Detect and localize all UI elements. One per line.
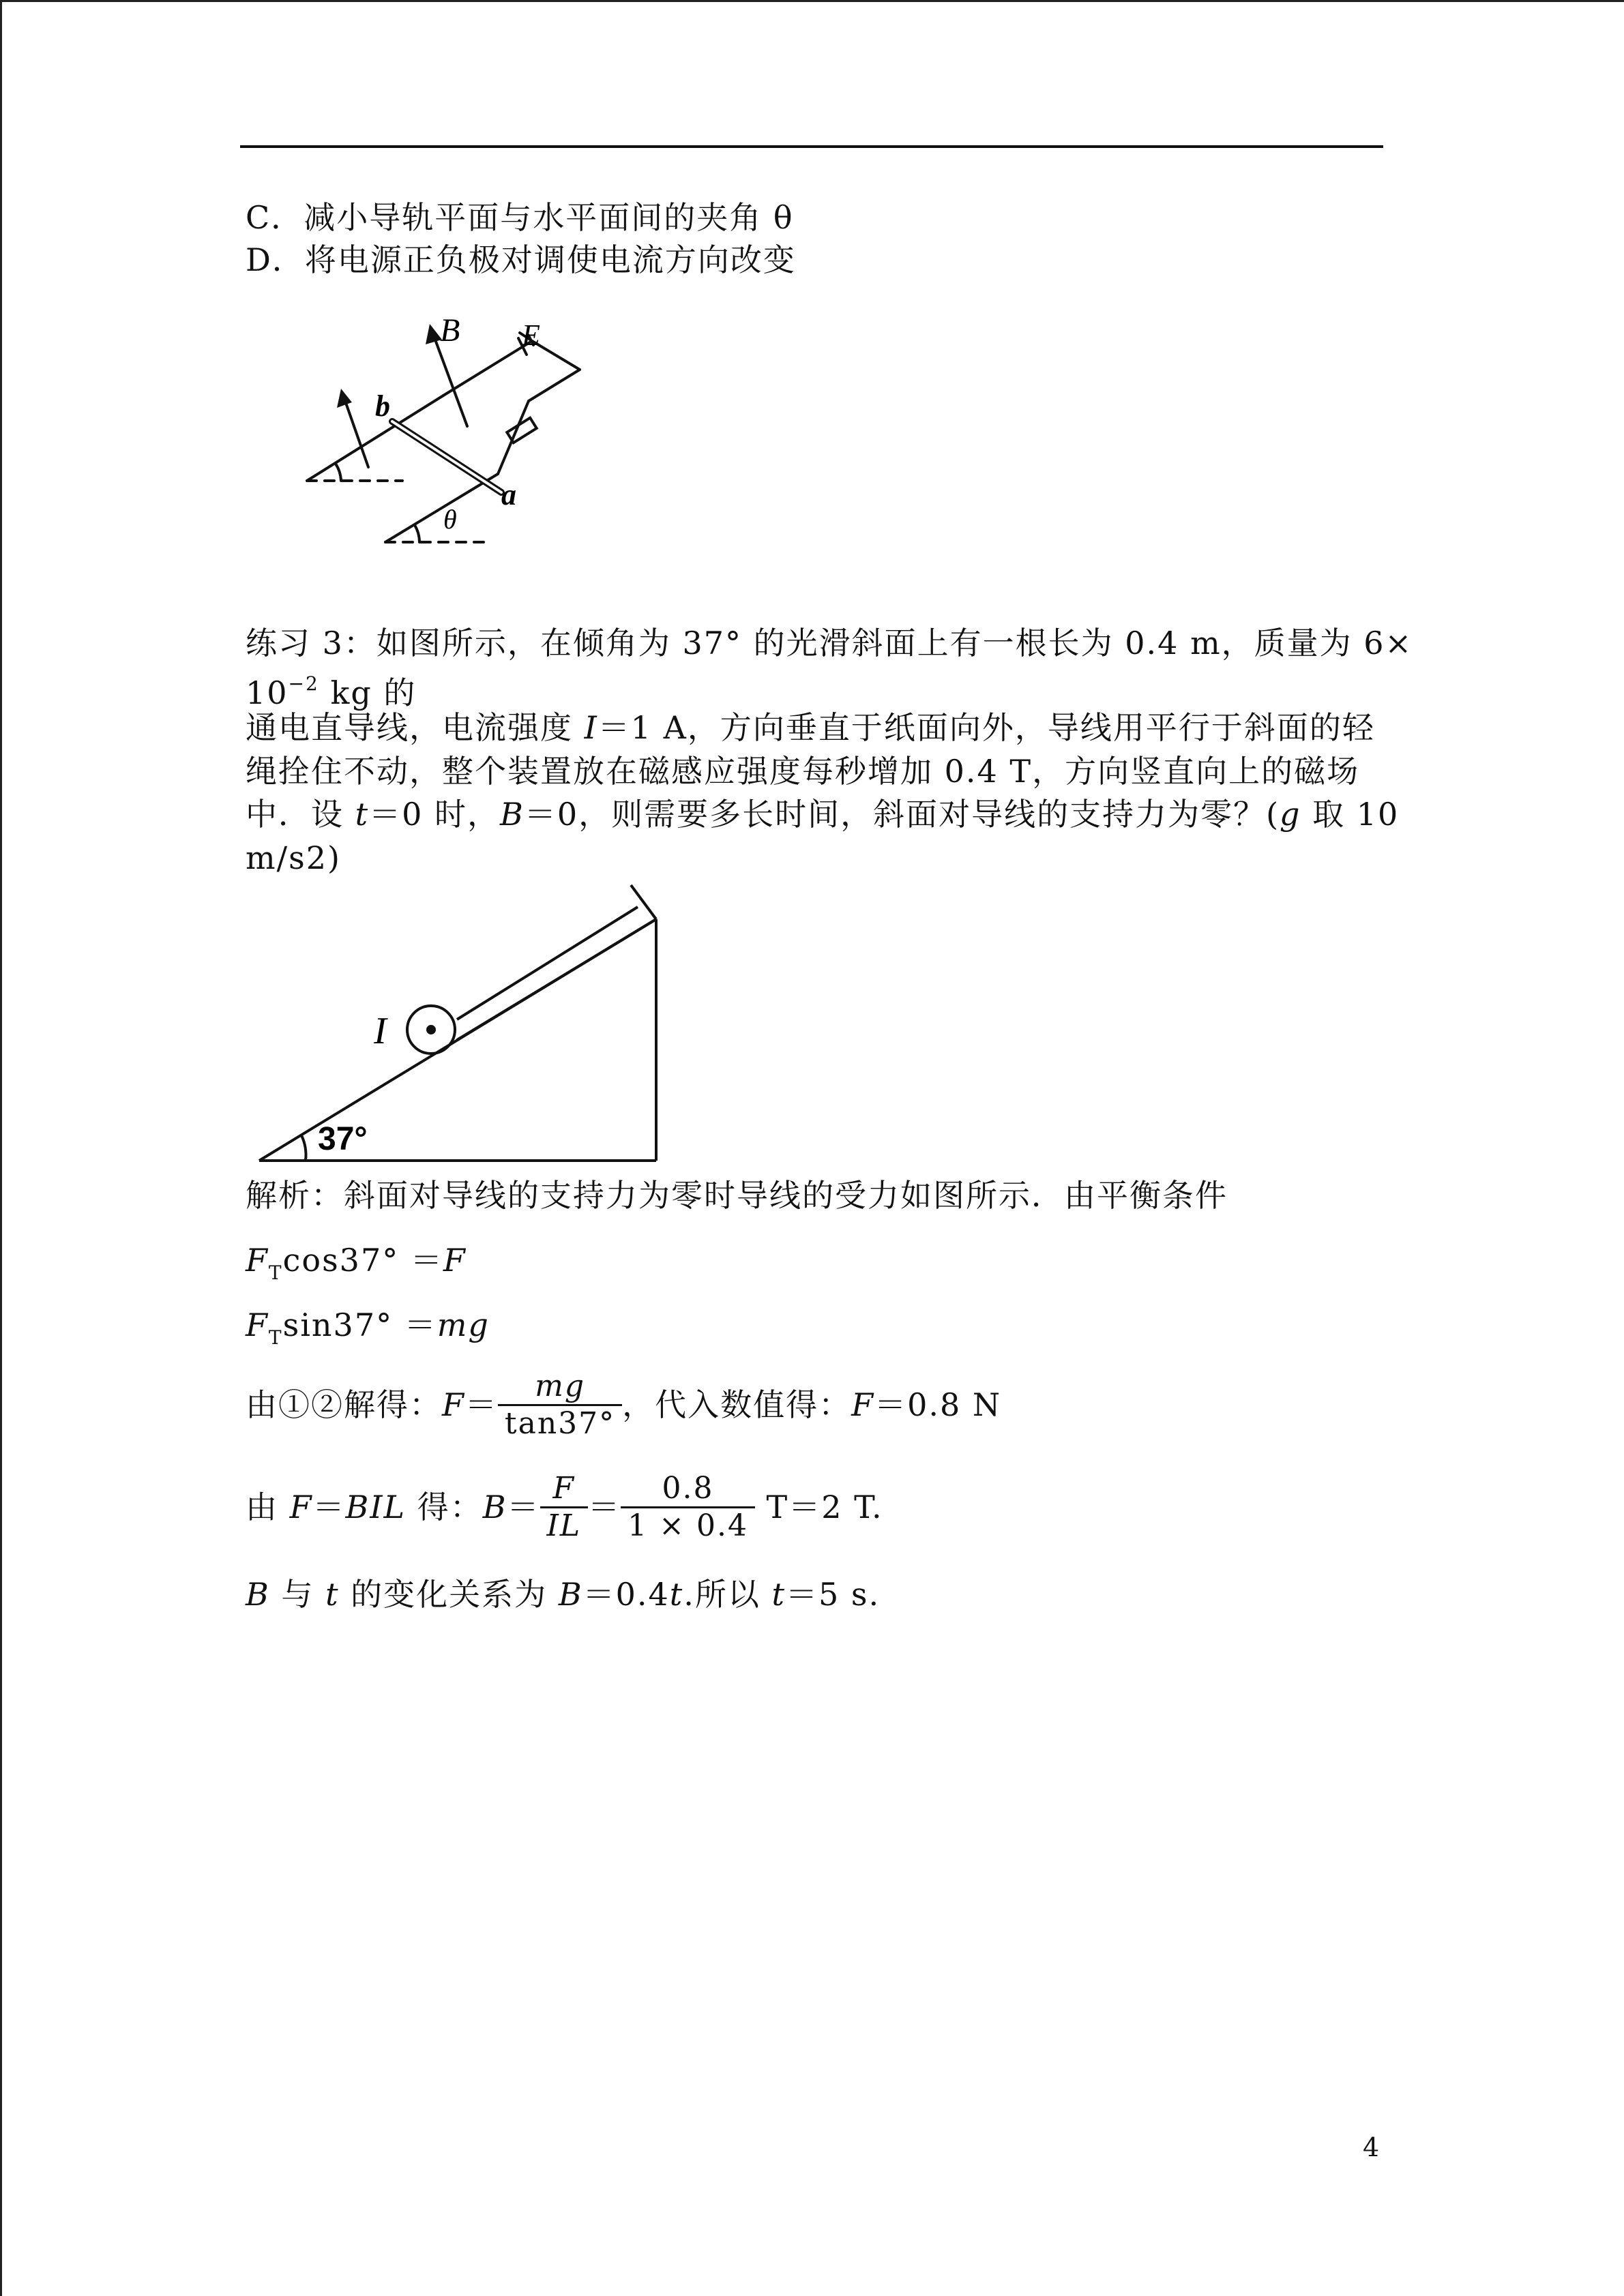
equation-3: 由①②解得：F＝ $\frac{mg}{\tan 37^\circ}$ ，代入数值得：F＝0.8 N xyxy=(246,1368,1002,1441)
top-stop xyxy=(631,885,656,919)
rope-lower xyxy=(457,919,656,1040)
angle-arc-upper xyxy=(336,464,341,481)
solution-intro: 解析：斜面对导线的支持力为零时导线的受力如图所示．由平衡条件 xyxy=(246,1177,1228,1214)
rail-upper-back xyxy=(443,341,532,396)
exercise-line-3: 通电直导线，电流强度 I＝1 A，方向垂直于纸面向外，导线用平行于斜面的轻 xyxy=(246,709,1375,746)
angle-arc-lower xyxy=(415,525,419,542)
label-e: E xyxy=(522,318,540,352)
circuit-wire-down xyxy=(529,370,580,401)
exercise-line-4: 绳拴住不动，整个装置放在磁感应强度每秒增加 0.4 T，方向竖直向上的磁场 xyxy=(246,753,1360,790)
label-a-end: a xyxy=(501,478,516,511)
rod-ab-inner xyxy=(392,421,501,492)
exercise-line-1: 练习 3：如图所示，在倾角为 37° 的光滑斜面上有一根长为 0.4 m，质量为 6× xyxy=(246,625,1413,661)
figure-incline xyxy=(252,880,662,1166)
angle-arc-37 xyxy=(301,1135,306,1161)
fraction-numeric: $\frac{0.8}{1 \times 0.4}$ xyxy=(621,1471,755,1544)
label-theta: θ xyxy=(443,504,457,535)
equation-1: $F_T\cos 37^\circ =F$ xyxy=(246,1242,467,1284)
fraction-mg-over-tan37: $\frac{mg}{\tan 37^\circ}$ xyxy=(498,1369,622,1442)
equation-5: B 与 t 的变化关系为 B＝0.4t.所以 t＝5 s. xyxy=(246,1576,881,1613)
current-out-of-page-dot xyxy=(426,1025,436,1034)
option-d: D．将电源正负极对调使电流方向改变 xyxy=(246,241,796,278)
normal-arrow-left xyxy=(344,399,368,467)
label-angle-37: 37° xyxy=(318,1121,368,1157)
exercise-line-6: m/s2) xyxy=(246,839,341,876)
normal-arrow-left-head xyxy=(337,389,352,408)
exercise-line-2: $10^{-2}$ kg 的 xyxy=(246,672,417,711)
fraction-f-over-il: $\frac{F}{IL}$ xyxy=(540,1471,589,1544)
resistor xyxy=(507,418,536,443)
equation-4: 由 F＝BIL 得：B＝ $\frac{F}{IL}$ ＝ $\frac{0.8}{1 \times 0.4}$ T＝2 T. xyxy=(246,1470,883,1543)
header-rule xyxy=(240,145,1383,148)
option-c: C．减小导轨平面与水平面间的夹角 θ xyxy=(246,199,794,236)
rope-upper xyxy=(457,907,638,1019)
rail-lower xyxy=(385,474,498,542)
label-b-field: B xyxy=(440,312,460,348)
figure-rail-circuit xyxy=(293,307,600,559)
page-border-top xyxy=(0,0,1624,2)
label-b-end: b xyxy=(375,389,390,423)
exercise-line-5: 中．设 t＝0 时，B＝0，则需要多长时间，斜面对导线的支持力为零？(g 取 10 xyxy=(246,796,1400,833)
page-number: 4 xyxy=(1363,2132,1380,2162)
equation-2: $F_T\sin 37^\circ =mg$ xyxy=(246,1307,490,1349)
label-current-i: I xyxy=(374,1010,387,1052)
page-border-left xyxy=(0,0,2,2296)
